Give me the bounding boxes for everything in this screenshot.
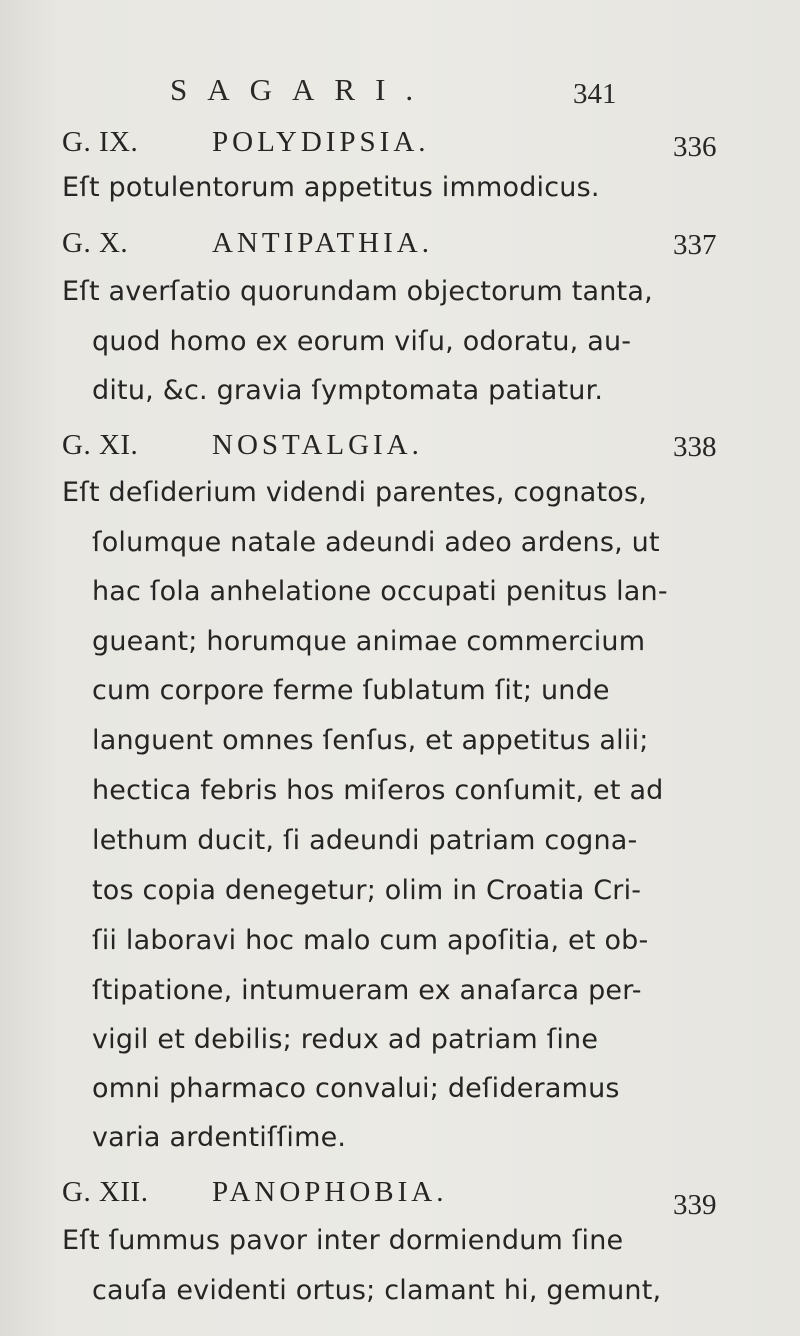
entry-number: 339 — [673, 1189, 717, 1221]
text-line: ſii laboravi hoc malo cum apoſitia, et ob- — [92, 925, 649, 956]
text-line: vigil et debilis; redux ad patriam ſine — [92, 1024, 599, 1055]
entry-heading — [62, 1176, 662, 1216]
running-head: SAGARI. — [170, 72, 434, 107]
text-line: Eſt deſiderium videndi parentes, cognatos, — [62, 477, 648, 508]
entry-heading — [62, 126, 662, 166]
disease-name: PANOPHOBIA. — [212, 1176, 448, 1208]
text-line: ditu, &c. gravia ſymptomata patiatur. — [92, 375, 604, 406]
text-line: Eſt ſummus pavor inter dormiendum ſine — [62, 1225, 624, 1256]
text-line: lethum ducit, ſi adeundi patriam cogna- — [92, 825, 638, 856]
genus-label: G. XI. — [62, 429, 139, 461]
entry-heading — [62, 227, 662, 267]
text-line: cum corpore ferme ſublatum ſit; unde — [92, 675, 610, 706]
text-line: quod homo ex eorum viſu, odoratu, au- — [92, 326, 632, 357]
text-line: varia ardentiſſime. — [92, 1122, 347, 1153]
entry-heading — [62, 429, 662, 469]
genus-label: G. XII. — [62, 1176, 149, 1208]
entry-number: 336 — [673, 131, 717, 163]
entry-number: 338 — [673, 431, 717, 463]
genus-label: G. X. — [62, 227, 129, 259]
page-number: 341 — [573, 78, 617, 110]
text-line: gueant; horumque animae commercium — [92, 626, 646, 657]
text-line: languent omnes ſenſus, et appetitus alii; — [92, 725, 649, 756]
text-line: tos copia denegetur; olim in Croatia Cri- — [92, 875, 642, 906]
entry-number: 337 — [673, 229, 717, 261]
text-line: hectica febris hos miſeros conſumit, et ad — [92, 775, 664, 806]
text-line: Eſt averſatio quorundam objectorum tanta, — [62, 276, 653, 307]
disease-name: NOSTALGIA. — [212, 429, 423, 461]
disease-name: POLYDIPSIA. — [212, 126, 430, 158]
text-line: Eſt potulentorum appetitus immodicus. — [62, 172, 600, 203]
disease-name: ANTIPATHIA. — [212, 227, 433, 259]
text-line: omni pharmaco convalui; deſideramus — [92, 1073, 620, 1104]
text-line: ſolumque natale adeundi adeo ardens, ut — [92, 527, 660, 558]
text-line: ſtipatione, intumueram ex anaſarca per- — [92, 975, 642, 1006]
text-line: hac ſola anhelatione occupati penitus lan- — [92, 576, 668, 607]
text-line: cauſa evidenti ortus; clamant hi, gemunt, — [92, 1275, 662, 1306]
genus-label: G. IX. — [62, 126, 139, 158]
